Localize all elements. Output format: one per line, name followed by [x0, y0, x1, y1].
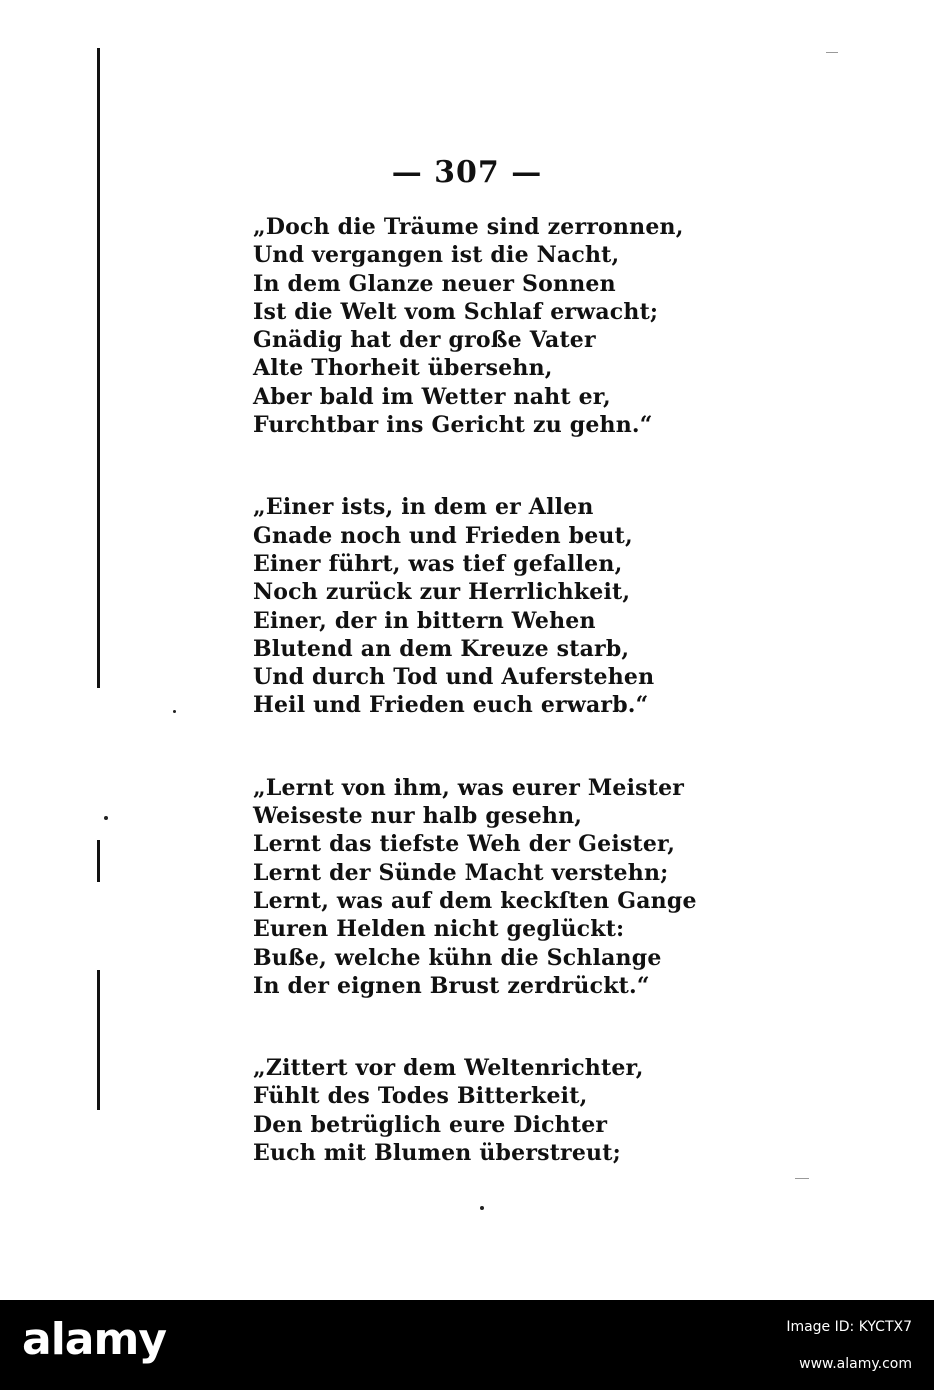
margin-tick — [826, 52, 838, 53]
poem-line: Lernt der Sünde Macht verstehn; — [253, 859, 669, 886]
stanza — [253, 493, 653, 719]
poem-line: „Zittert vor dem Weltenrichter, — [253, 1055, 644, 1082]
poem-line: Ist die Welt vom Schlaf erwacht; — [253, 298, 659, 325]
poem-line: „Einer ists, in dem er Allen — [253, 494, 594, 521]
speck-mark — [173, 710, 176, 713]
poem-line: Noch zurück zur Herrlichkeit, — [253, 579, 631, 606]
image-id-label: Image ID: KYCTX7 — [786, 1319, 912, 1335]
poem-line: Und durch Tod und Auferstehen — [253, 664, 655, 691]
poem-line: Alte Thorheit übersehn, — [253, 355, 553, 382]
poem-line: Aber bald im Wetter naht er, — [253, 383, 611, 410]
margin-tick — [795, 1178, 809, 1179]
page-number: — 307 — — [391, 155, 543, 190]
watermark-banner — [0, 1300, 934, 1390]
stanza — [253, 1054, 653, 1167]
poem-line: In der eignen Brust zerdrückt.“ — [253, 972, 650, 999]
poem-line: Furchtbar ins Gericht zu gehn.“ — [253, 412, 653, 439]
speck-mark — [104, 816, 108, 820]
brand-logo: alamy — [22, 1314, 166, 1365]
site-url: www.alamy.com — [799, 1356, 912, 1372]
poem-line: Euren Helden nicht geglückt: — [253, 916, 625, 943]
poem-line: Weiseste nur halb gesehn, — [253, 803, 583, 830]
poem-line: Einer führt, was tief gefallen, — [253, 550, 623, 577]
poem-line: Einer, der in bittern Wehen — [253, 607, 596, 634]
poem-line: In dem Glanze neuer Sonnen — [253, 270, 616, 297]
page-edge-rule — [97, 970, 100, 1110]
poem-line: „Lernt von ihm, was eurer Meister — [253, 774, 685, 801]
poem-line: Lernt das tiefste Weh der Geister, — [253, 831, 676, 858]
poem-line: Und vergangen ist die Nacht, — [253, 242, 620, 269]
poem-line: Fühlt des Todes Bitterkeit, — [253, 1083, 588, 1110]
poem-line: Heil und Frieden euch erwarb.“ — [253, 692, 649, 719]
poem-line: Lernt, was auf dem keckſten Gange — [253, 887, 697, 914]
poem-body — [253, 213, 697, 1221]
stanza — [253, 213, 684, 439]
poem-line: Euch mit Blumen überstreut; — [253, 1140, 621, 1167]
page-edge-rule — [97, 840, 100, 882]
poem-line: Gnade noch und Frieden beut, — [253, 522, 633, 549]
poem-line: „Doch die Träume sind zerronnen, — [253, 214, 684, 240]
poem-line: Den betrüglich eure Dichter — [253, 1111, 608, 1138]
poem-line: Gnädig hat der große Vater — [253, 327, 596, 354]
stanza — [253, 774, 697, 1000]
page-edge-rule — [97, 48, 100, 688]
poem-line: Buße, welche kühn die Schlange — [253, 944, 662, 971]
poem-line: Blutend an dem Kreuze starb, — [253, 635, 630, 662]
